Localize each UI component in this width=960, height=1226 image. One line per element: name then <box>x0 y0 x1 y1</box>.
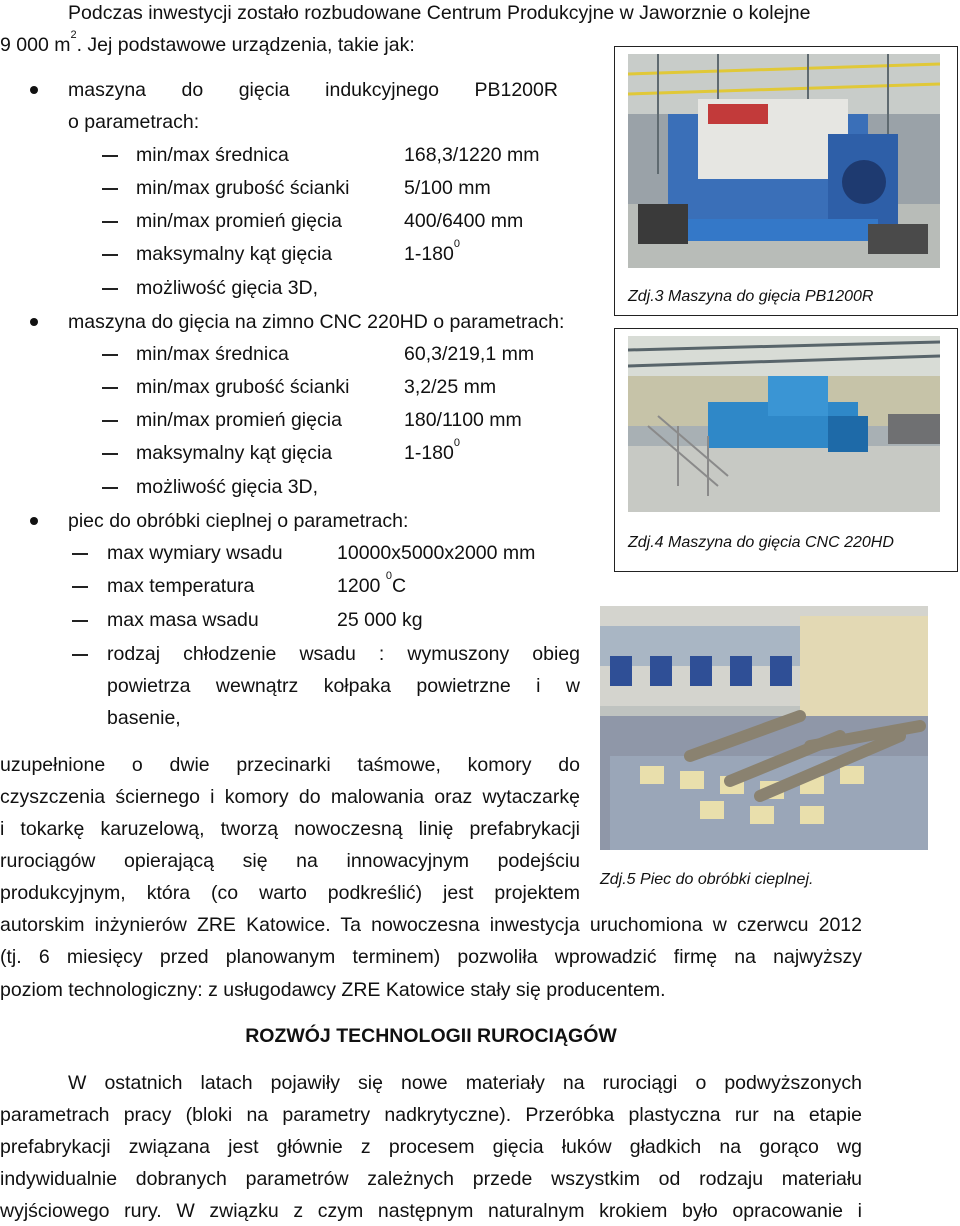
furnace-title: piec do obróbki cieplnej o parametrach: <box>68 510 409 532</box>
machine1-param-value <box>404 237 460 267</box>
dash-icon <box>102 487 118 489</box>
machine2-param-value <box>404 436 460 466</box>
paragraph-line: (tj. 6 miesięcy przed planowanym terminem) pozwoliła wprowadzić firmę na najwyższy <box>0 946 862 968</box>
dash-icon <box>102 288 118 290</box>
machine1-title-word: maszyna <box>68 79 147 101</box>
machine2-angle: 1-180 <box>404 442 454 464</box>
machine2-param-label: min/max średnica <box>136 343 289 365</box>
machine2-param-value: 3,2/25 mm <box>404 376 497 398</box>
section-line: W ostatnich latach pojawiły się nowe materiały na rurociągi o podwyższonych <box>68 1072 862 1094</box>
bullet-icon <box>30 517 38 525</box>
machine1-param-value: 5/100 mm <box>404 177 491 199</box>
machine1-title-word: indukcyjnego <box>325 79 439 101</box>
machine1-title <box>68 77 558 103</box>
section-heading: ROZWÓJ TECHNOLOGII RUROCIĄGÓW <box>245 1025 617 1047</box>
machine2-param-label: min/max grubość ścianki <box>136 376 350 398</box>
paragraph-line: autorskim inżynierów ZRE Katowice. Ta nowoczesna inwestycja uruchomiona w czerwcu 2012 <box>0 914 862 936</box>
dash-icon <box>102 155 118 157</box>
furnace-param-label: max masa wsadu <box>107 609 259 631</box>
machine2-param-label: maksymalny kąt gięcia <box>136 442 333 464</box>
heat-treatment-furnace-image <box>600 606 928 850</box>
dash-icon <box>102 354 118 356</box>
cnc-bending-machine-image <box>628 336 940 512</box>
intro-line-2 <box>0 28 415 58</box>
furnace-param-value: 10000x5000x2000 mm <box>337 542 536 564</box>
dash-icon <box>72 586 88 588</box>
furnace-param-label: max temperatura <box>107 575 255 597</box>
furnace-temp: 1200 <box>337 575 386 597</box>
section-line: prefabrykacji związana jest głównie z procesem gięcia łuków gładkich na gorąco wg <box>0 1136 862 1158</box>
machine1-angle-sup: 0 <box>453 237 460 250</box>
section-line: wyjściowego rury. W związku z czym następnym naturalnym krokiem było opracowanie i <box>0 1200 862 1222</box>
machine1-param-value: 400/6400 mm <box>404 210 524 232</box>
section-line: indywidualnie dobranych parametrów zależnych przede wszystkim od rodzaju materiału <box>0 1168 862 1190</box>
intro-area-sup: 2 <box>70 28 77 41</box>
furnace-cooling-line-1: rodzaj chłodzenie wsadu : wymuszony obieg <box>107 643 580 665</box>
intro-line-2-rest: . Jej podstawowe urządzenia, takie jak: <box>76 34 415 56</box>
paragraph-line: poziom technologiczny: z usługodawcy ZRE Katowice stały się producentem. <box>0 979 666 1001</box>
machine1-param-label: min/max promień gięcia <box>136 210 342 232</box>
furnace-temp-unit: C <box>391 575 407 597</box>
machine1-title-word: PB1200R <box>474 79 558 101</box>
dash-icon <box>102 453 118 455</box>
furnace-cooling-line-2: powietrza wewnątrz kołpaka powietrzne i w <box>107 675 580 697</box>
machine1-title-line-2: o parametrach: <box>68 111 200 133</box>
furnace-cooling-line-3: basenie, <box>107 707 181 729</box>
paragraph-line: czyszczenia ściernego i komory do malowania oraz wytaczarkę <box>0 786 580 808</box>
paragraph-line: uzupełnione o dwie przecinarki taśmowe, komory do <box>0 754 580 776</box>
photo-5-caption: Zdj.5 Piec do obróbki cieplnej. <box>600 871 814 888</box>
bending-machine-pb1200r-image <box>628 54 940 268</box>
bullet-icon <box>30 318 38 326</box>
dash-icon <box>72 620 88 622</box>
machine1-param-label: możliwość gięcia 3D, <box>136 277 319 299</box>
section-line: parametrach pracy (bloki na parametry nadkrytyczne). Przeróbka plastyczna rur na etapie <box>0 1104 862 1126</box>
furnace-param-value: 25 000 kg <box>337 609 423 631</box>
machine2-title: maszyna do gięcia na zimno CNC 220HD o parametrach: <box>68 311 565 333</box>
intro-area: 9 000 m <box>0 34 71 56</box>
photo-4-caption: Zdj.4 Maszyna do gięcia CNC 220HD <box>628 534 894 551</box>
machine1-param-label: maksymalny kąt gięcia <box>136 243 333 265</box>
machine1-title-word: do <box>181 79 204 101</box>
machine2-param-value: 180/1100 mm <box>404 409 522 431</box>
machine1-param-value: 168,3/1220 mm <box>404 144 540 166</box>
furnace-temp-sup: 0 <box>385 569 392 582</box>
dash-icon <box>72 654 88 656</box>
machine1-angle: 1-180 <box>404 243 454 265</box>
bullet-icon <box>30 86 38 94</box>
photo-3-caption: Zdj.3 Maszyna do gięcia PB1200R <box>628 288 874 305</box>
machine2-param-label: możliwość gięcia 3D, <box>136 476 319 498</box>
dash-icon <box>102 387 118 389</box>
machine2-param-label: min/max promień gięcia <box>136 409 342 431</box>
paragraph-line: i tokarkę karuzelową, tworzą nowoczesną linię prefabrykacji <box>0 818 580 840</box>
dash-icon <box>102 420 118 422</box>
machine1-param-label: min/max średnica <box>136 144 289 166</box>
dash-icon <box>102 254 118 256</box>
dash-icon <box>72 553 88 555</box>
furnace-param-value <box>337 569 407 599</box>
machine1-param-label: min/max grubość ścianki <box>136 177 350 199</box>
intro-line-1: Podczas inwestycji zostało rozbudowane Centrum Produkcyjne w Jaworznie o kolejne <box>68 2 811 24</box>
machine2-param-value: 60,3/219,1 mm <box>404 343 535 365</box>
dash-icon <box>102 188 118 190</box>
furnace-param-label: max wymiary wsadu <box>107 542 283 564</box>
paragraph-line: produkcyjnym, która (co warto podkreślić) jest projektem <box>0 882 580 904</box>
machine1-title-word: gięcia <box>238 79 290 101</box>
machine2-angle-sup: 0 <box>453 436 460 449</box>
dash-icon <box>102 221 118 223</box>
paragraph-line: rurociągów opierającą się na innowacyjnym podejściu <box>0 850 580 872</box>
